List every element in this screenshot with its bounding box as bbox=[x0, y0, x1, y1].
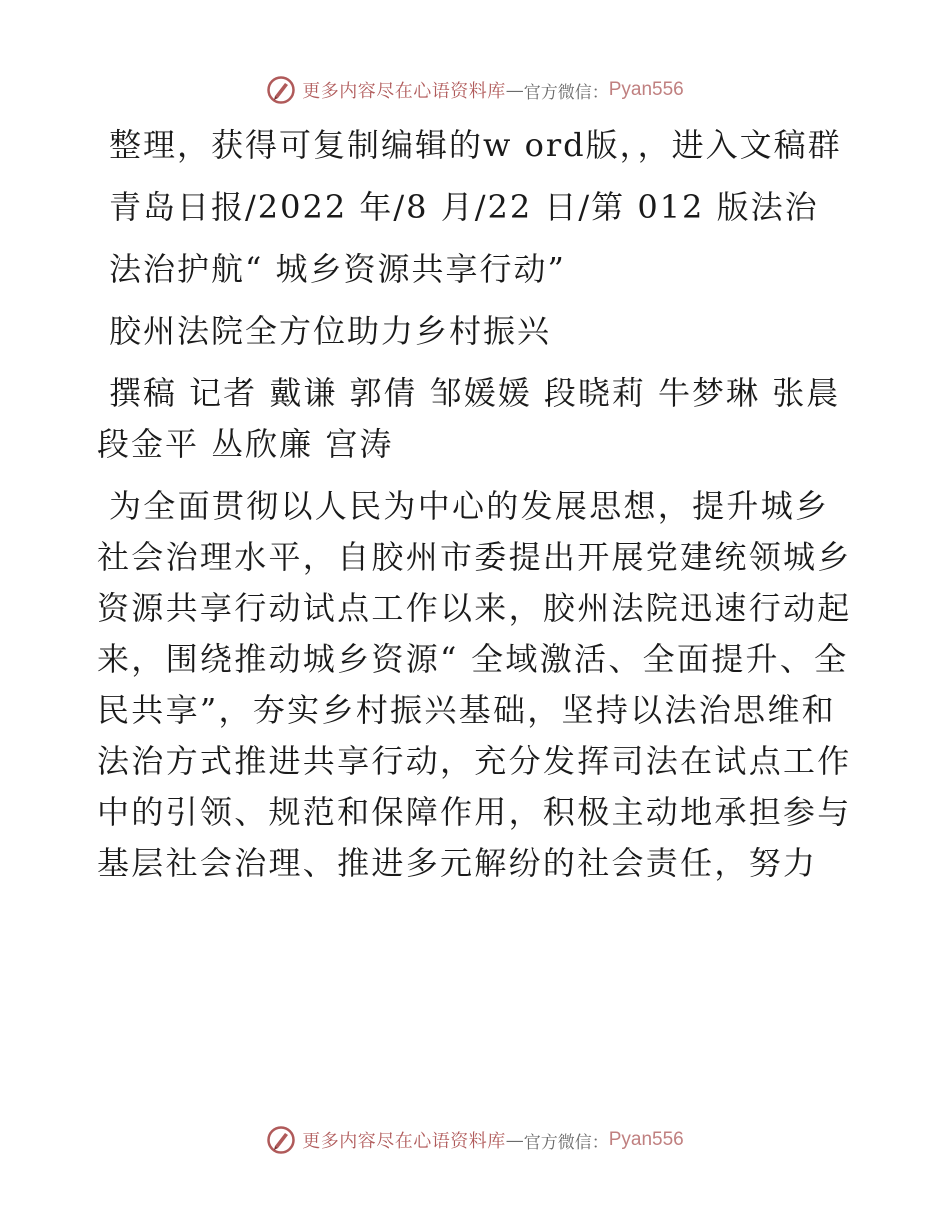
pen-logo-icon bbox=[266, 75, 296, 105]
watermark-handle: Pyan556 bbox=[608, 1129, 684, 1150]
watermark-label: 官方微信： bbox=[523, 1132, 609, 1153]
header-watermark bbox=[0, 70, 950, 110]
footer-watermark bbox=[0, 1120, 950, 1160]
watermark-label: 官方微信： bbox=[523, 82, 609, 103]
body-paragraph: 为全面贯彻以人民为中心的发展思想，提升城乡社会治理水平，自胶州市委提出开展党建统领城乡资源共享行动试点工作以来，胶州法院迅速行动起来，围绕推动城乡资源“ 全域激活、全面提升、全民共享”，夯实乡村振兴基础，坚持以法治思维和法治方式推进共享行动，充分发挥司法在试点工作中的引领、规范和保障作用，积极主动地承担参与基层社会治理、推进多元解纷的社会责任，努力 bbox=[97, 487, 852, 882]
headline-secondary: 胶州法院全方位助力乡村振兴 bbox=[109, 312, 552, 350]
watermark-separator: — bbox=[505, 79, 524, 101]
pen-logo-icon bbox=[266, 1125, 296, 1155]
source-line: 青岛日报/2022 年/8 月/22 日/第 012 版法治 bbox=[109, 188, 819, 226]
watermark-main-text: 更多内容尽在心语资料库 bbox=[302, 81, 506, 102]
byline: 撰稿 记者 戴谦 郭倩 邹媛媛 段晓莉 牛梦琳 张晨 段金平 丛欣廉 宫涛 bbox=[97, 374, 841, 463]
watermark-main-text: 更多内容尽在心语资料库 bbox=[302, 1131, 506, 1152]
document-body bbox=[97, 120, 852, 900]
intro-paragraph: 整理，获得可复制编辑的w ord版，，进入文稿群 bbox=[109, 126, 842, 164]
headline-primary: 法治护航“ 城乡资源共享行动” bbox=[109, 250, 566, 288]
watermark-handle: Pyan556 bbox=[608, 79, 684, 100]
watermark-separator: — bbox=[505, 1129, 524, 1151]
